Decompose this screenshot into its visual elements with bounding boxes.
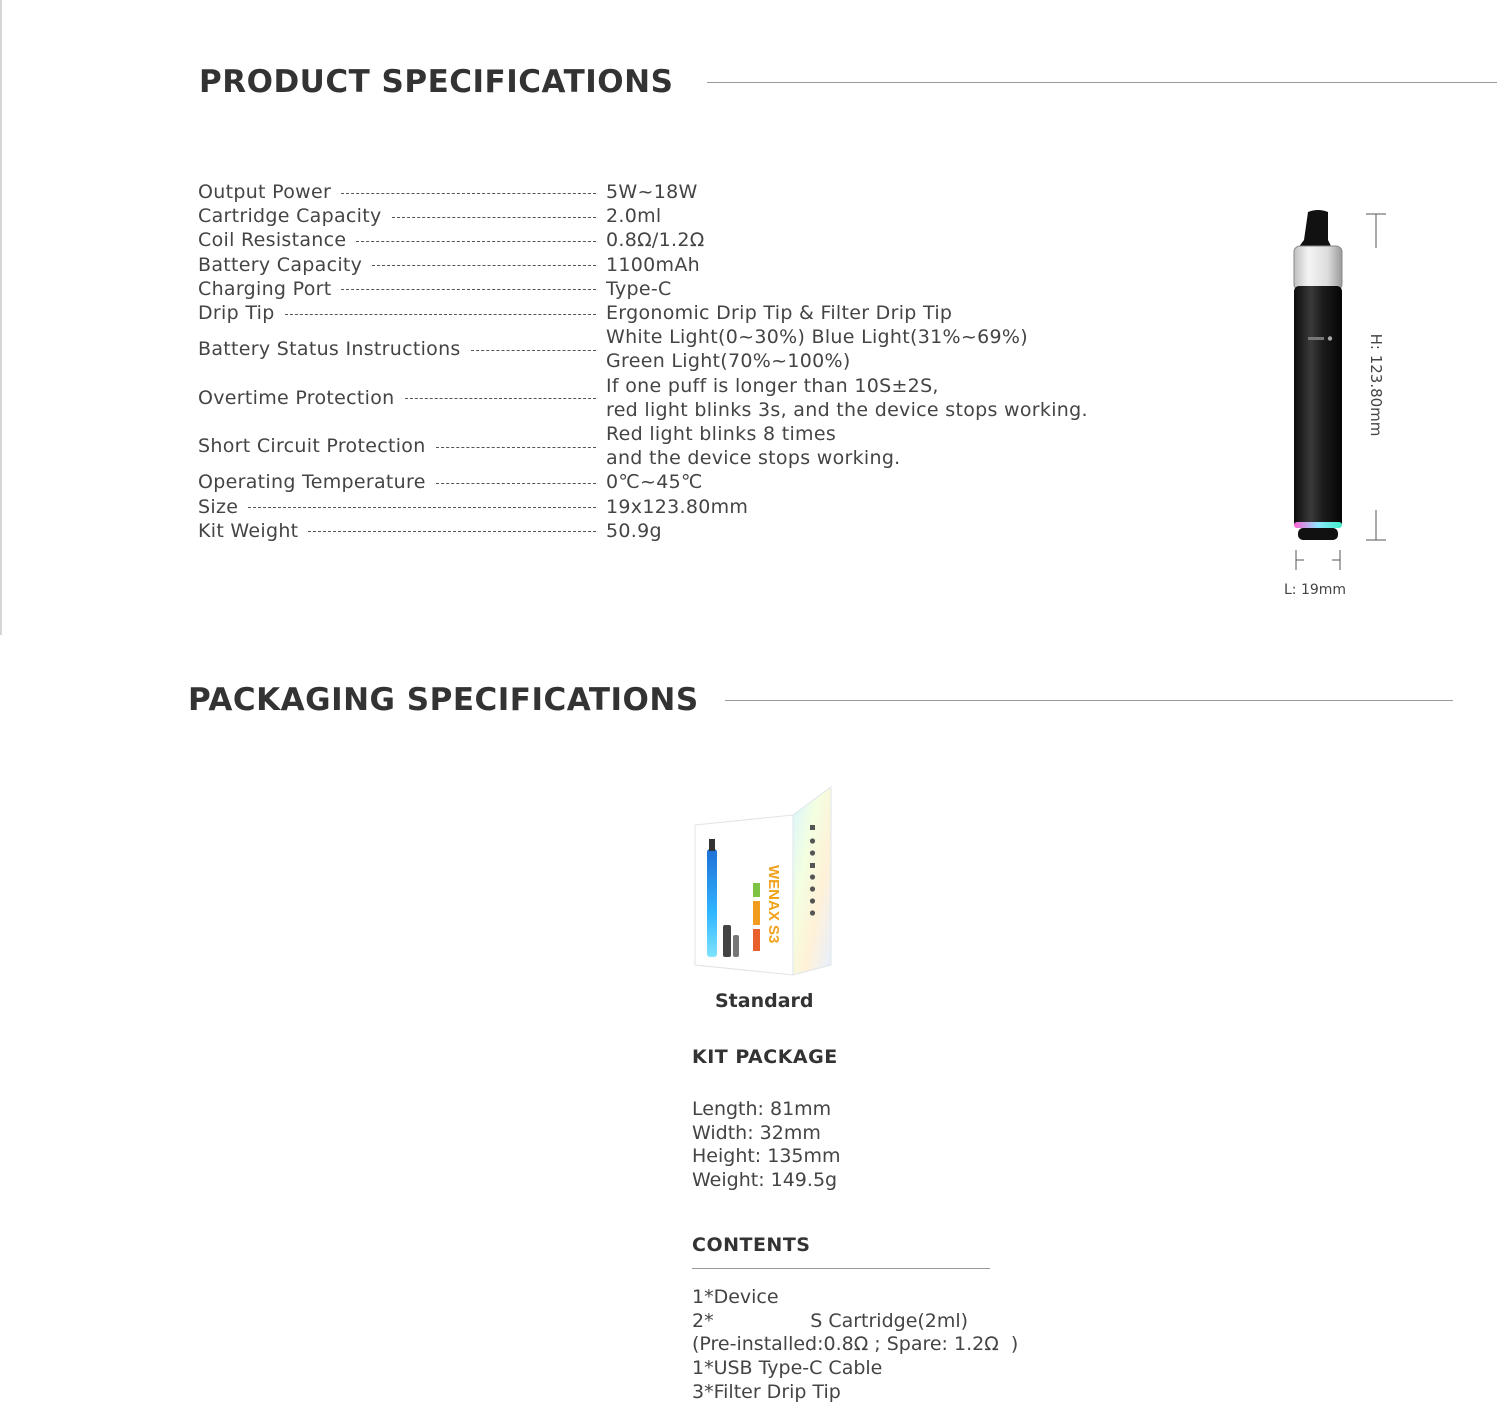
spec-value bbox=[606, 253, 1148, 277]
kit-package-heading: KIT PACKAGE bbox=[692, 1046, 838, 1068]
spec-label: Overtime Protection bbox=[198, 386, 395, 409]
spec-value-line: If one puff is longer than 10S±2S, bbox=[606, 374, 939, 397]
kit-package-details bbox=[692, 1098, 841, 1193]
spec-leader-dashes bbox=[285, 314, 596, 316]
spec-leader-dashes bbox=[436, 483, 596, 485]
spec-leader-dashes bbox=[308, 531, 596, 533]
spec-value bbox=[606, 228, 1148, 252]
contents-line: (Pre-installed:0.8Ω ; Spare: 1.2Ω ) bbox=[692, 1333, 1019, 1356]
contents-line: 3*Filter Drip Tip bbox=[692, 1380, 841, 1403]
spec-value bbox=[606, 180, 1148, 204]
spec-label: Size bbox=[198, 495, 239, 518]
spec-key bbox=[198, 325, 606, 373]
spec-value bbox=[606, 325, 1148, 373]
spec-row bbox=[198, 277, 1148, 301]
spec-value-line: 50.9g bbox=[606, 519, 662, 542]
spec-row bbox=[198, 470, 1148, 494]
kit-package-line: Height: 135mm bbox=[692, 1145, 841, 1168]
kit-box-drawing bbox=[693, 785, 838, 980]
spec-leader-dashes bbox=[471, 350, 596, 352]
spec-key bbox=[198, 277, 606, 301]
spec-value-line: red light blinks 3s, and the device stops working. bbox=[606, 398, 1088, 421]
spec-label: Charging Port bbox=[198, 277, 332, 300]
spec-label: Coil Resistance bbox=[198, 229, 347, 252]
spec-label: Cartridge Capacity bbox=[198, 205, 382, 228]
spec-leader-dashes bbox=[372, 265, 596, 267]
spec-value-line: 1100mAh bbox=[606, 253, 701, 276]
spec-value-line: White Light(0~30%) Blue Light(31%~69%) bbox=[606, 326, 1028, 349]
spec-value-line: 19x123.80mm bbox=[606, 495, 749, 518]
kit-box-brand-text: WENAX S3 bbox=[765, 865, 782, 944]
spec-row bbox=[198, 374, 1148, 422]
spec-row bbox=[198, 519, 1148, 543]
packaging-title-rule bbox=[725, 700, 1453, 701]
spec-value-line: Type-C bbox=[606, 277, 672, 300]
standard-label: Standard bbox=[715, 990, 814, 1012]
spec-value bbox=[606, 495, 1148, 519]
contents-heading: CONTENTS bbox=[692, 1234, 811, 1256]
spec-value bbox=[606, 422, 1148, 470]
spec-value-line: Red light blinks 8 times bbox=[606, 423, 837, 446]
kit-box-image bbox=[693, 785, 838, 980]
contents-line: 1*Device bbox=[692, 1286, 779, 1308]
product-title-rule bbox=[707, 82, 1497, 83]
spec-key bbox=[198, 301, 606, 325]
spec-row bbox=[198, 228, 1148, 252]
spec-key bbox=[198, 204, 606, 228]
spec-leader-dashes bbox=[248, 507, 596, 509]
spec-label: Short Circuit Protection bbox=[198, 435, 426, 458]
spec-label: Battery Capacity bbox=[198, 253, 363, 276]
packaging-specifications-title: PACKAGING SPECIFICATIONS bbox=[188, 682, 699, 718]
spec-key bbox=[198, 495, 606, 519]
spec-value-line: 2.0ml bbox=[606, 205, 662, 228]
spec-leader-dashes bbox=[341, 193, 596, 195]
spec-leader-dashes bbox=[436, 447, 596, 449]
spec-leader-dashes bbox=[405, 398, 597, 400]
spec-value bbox=[606, 204, 1148, 228]
spec-label: Operating Temperature bbox=[198, 471, 426, 494]
spec-key bbox=[198, 422, 606, 470]
spec-key bbox=[198, 374, 606, 422]
spec-label: Kit Weight bbox=[198, 519, 299, 542]
spec-value-line: Green Light(70%~100%) bbox=[606, 350, 851, 373]
spec-leader-dashes bbox=[341, 289, 596, 291]
device-drawing bbox=[1270, 200, 1410, 610]
kit-package-line: Length: 81mm bbox=[692, 1098, 832, 1120]
product-spec-list bbox=[198, 180, 1148, 543]
spec-value-line: Ergonomic Drip Tip & Filter Drip Tip bbox=[606, 302, 953, 325]
spec-row bbox=[198, 422, 1148, 470]
contents-line: 1*USB Type-C Cable bbox=[692, 1357, 883, 1380]
spec-value-line: and the device stops working. bbox=[606, 447, 901, 470]
device-width-label: L: 19mm bbox=[1284, 582, 1347, 598]
spec-row bbox=[198, 253, 1148, 277]
spec-key bbox=[198, 180, 606, 204]
spec-value-line: 0℃~45℃ bbox=[606, 471, 703, 494]
spec-value-line: 0.8Ω/1.2Ω bbox=[606, 229, 705, 252]
spec-leader-dashes bbox=[392, 217, 596, 219]
kit-package-line: Weight: 149.5g bbox=[692, 1169, 838, 1192]
contents-list bbox=[692, 1286, 1018, 1405]
spec-value-line: 5W~18W bbox=[606, 181, 698, 203]
spec-row bbox=[198, 301, 1148, 325]
spec-key bbox=[198, 470, 606, 494]
spec-value bbox=[606, 374, 1148, 422]
spec-value bbox=[606, 277, 1148, 301]
spec-label: Output Power bbox=[198, 181, 332, 203]
spec-key bbox=[198, 228, 606, 252]
contents-rule bbox=[692, 1268, 990, 1269]
spec-value bbox=[606, 519, 1148, 543]
spec-label: Battery Status Instructions bbox=[198, 338, 461, 361]
spec-value bbox=[606, 470, 1148, 494]
device-illustration bbox=[1270, 200, 1410, 610]
product-specifications-title: PRODUCT SPECIFICATIONS bbox=[199, 64, 674, 100]
spec-key bbox=[198, 253, 606, 277]
left-border bbox=[0, 0, 2, 635]
spec-row bbox=[198, 204, 1148, 228]
spec-label: Drip Tip bbox=[198, 302, 275, 325]
spec-row bbox=[198, 495, 1148, 519]
contents-line: 2* S Cartridge(2ml) bbox=[692, 1309, 969, 1332]
spec-row bbox=[198, 325, 1148, 373]
spec-row bbox=[198, 180, 1148, 204]
spec-value bbox=[606, 301, 1148, 325]
spec-key bbox=[198, 519, 606, 543]
spec-leader-dashes bbox=[356, 241, 596, 243]
device-height-label: H: 123.80mm bbox=[1367, 333, 1385, 437]
kit-package-line: Width: 32mm bbox=[692, 1121, 821, 1144]
